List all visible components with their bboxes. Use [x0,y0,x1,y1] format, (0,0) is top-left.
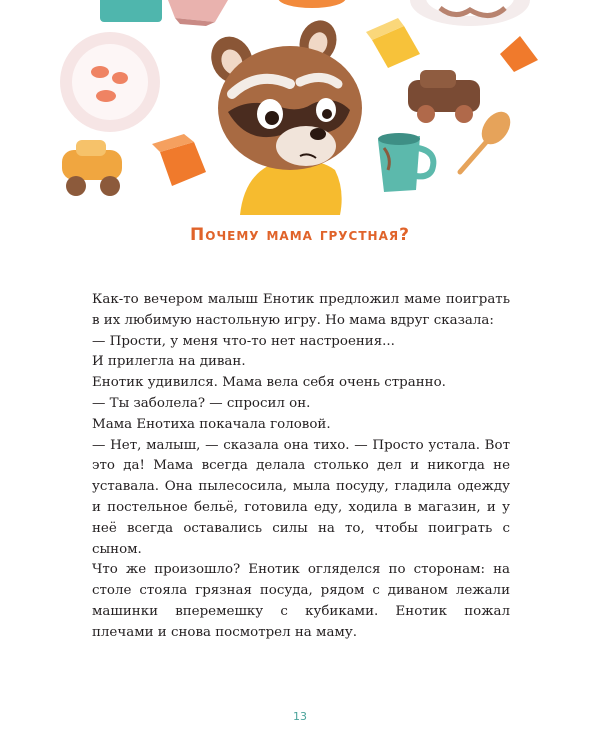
story-paragraph: Что же произошло? Енотик огляделся по сторонам: на столе стояла грязная посуда, рядом с диваном лежали машинки вперемешку с кубиками. Енотик пожал плечами и снова посмотрел на маму. [92,562,510,640]
toy-piece-icon [278,0,346,8]
story-paragraph: И прилегла на диван. [92,354,246,370]
package-icon [168,0,228,26]
raccoon-character [204,15,362,215]
gift-box-icon [100,0,162,22]
story-paragraph: Мама Енотиха покачала головой. [92,416,331,432]
dirty-plate-icon [410,0,530,26]
page-number: 13 [293,710,307,723]
illustration-svg [0,0,600,215]
chapter-title: Почему мама грустная? [190,225,410,245]
toy-cube-icon [366,18,420,68]
story-text [92,290,510,644]
toy-car-icon [62,140,122,196]
story-paragraph: Как-то вечером малыш Енотик предложил маме поиграть в их любимую настольную игру. Но мама вдруг сказала: [92,292,510,328]
toy-cube-icon [152,134,206,186]
story-paragraph: — Прости, у меня что-то нет настроения... [92,333,395,349]
story-paragraph: — Ты заболела? — спросил он. [92,395,311,411]
mug-icon [378,133,433,192]
header-illustration [0,0,600,215]
plate-icon [60,32,160,132]
story-paragraph: Енотик удивился. Мама вела себя очень странно. [92,375,446,391]
toy-cube-icon [500,36,538,72]
story-paragraph: — Нет, малыш, — сказала она тихо. — Просто устала. Вот это да! Мама всегда делала столько дел и никогда не уставала. Она пылесосила, мыла посуду, гладила одежду и постельное бельё, готовила еду, ходила в магазин, и у неё всегда оставались силы на то, чтобы поиграть с сыном. [92,437,510,557]
toy-car-icon [408,70,480,123]
